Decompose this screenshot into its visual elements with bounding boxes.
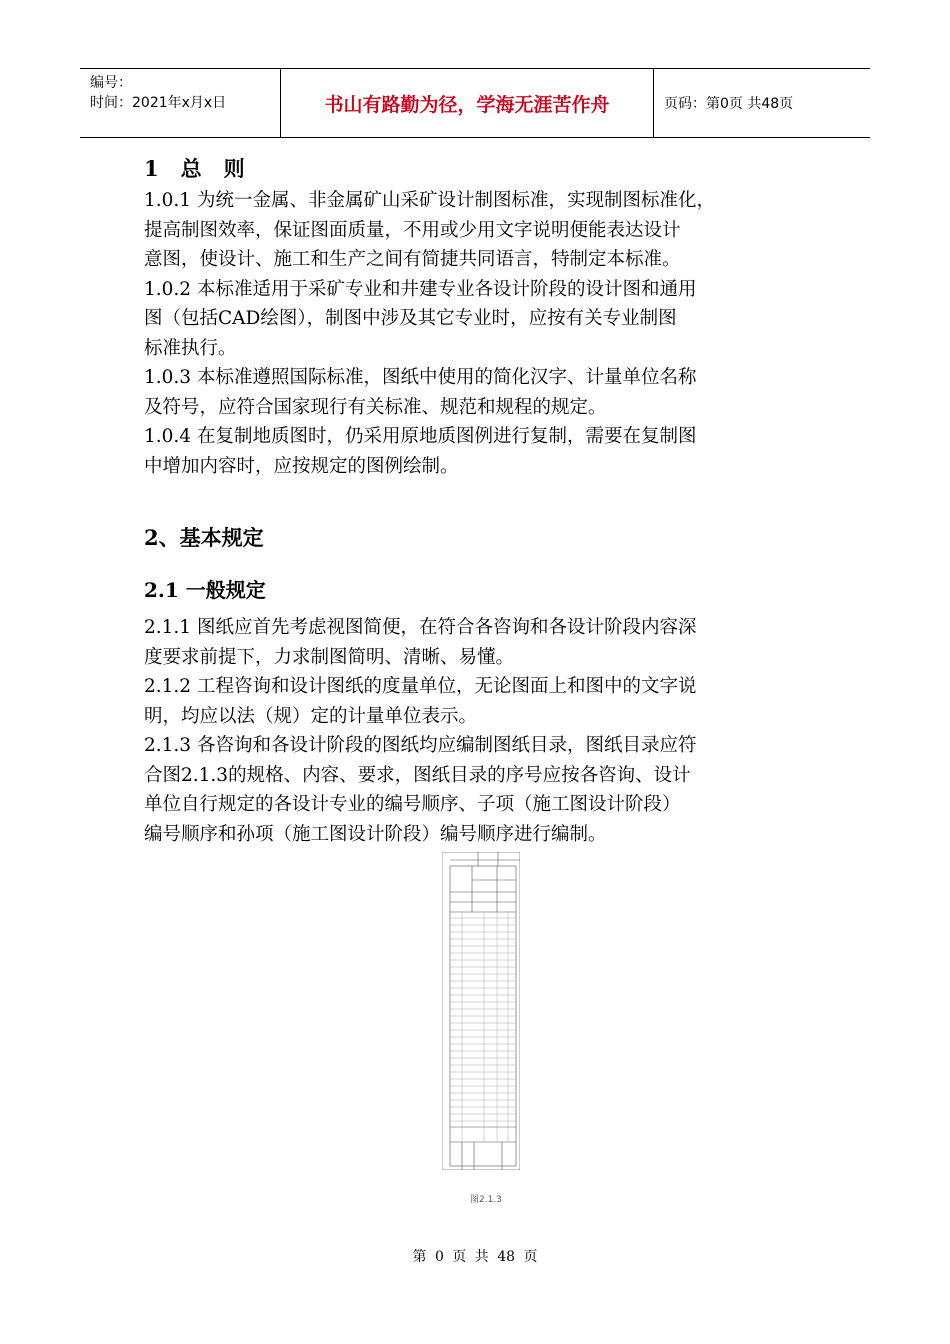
text-line: 2.1.1 图纸应首先考虑视图简便，在符合各咨询和各设计阶段内容深 (144, 617, 697, 638)
text-line: 1.0.1 为统一金属、非金属矿山采矿设计制图标准，实现制图标准化， (144, 190, 715, 211)
text-line: 2.1.2 工程咨询和设计图纸的度量单位，无论图面上和图中的文字说 (144, 676, 697, 697)
time-label: 时间：2021年x月x日 (90, 95, 227, 111)
text-line: 中增加内容时，应按规定的图例绘制。 (144, 455, 459, 477)
catalogue-form-figure (442, 852, 520, 1170)
section-1-text (144, 186, 810, 481)
text-line: 1.0.3 本标准遵照国际标准，图纸中使用的简化汉字、计量单位名称 (144, 367, 697, 388)
section-2-text (144, 613, 810, 849)
text-line: 标准执行。 (144, 337, 237, 359)
text-line: 度要求前提下，力求制图简明、清晰、易懂。 (144, 646, 515, 668)
header-page-info: 页码：第0页 共48页 (664, 96, 794, 112)
text-line: 明，均应以法（规）定的计量单位表示。 (144, 705, 478, 727)
text-line: 2.1.3 各咨询和各设计阶段的图纸均应编制图纸目录，图纸目录应符 (144, 735, 697, 756)
figure-caption: 图2.1.3 (470, 1195, 502, 1205)
text-line: 图（包括CAD绘图），制图中涉及其它专业时，应按有关专业制图 (144, 308, 677, 329)
section-2-heading: 2、基本规定 (144, 525, 264, 550)
subsection-2-1-heading: 2.1 一般规定 (144, 578, 266, 602)
header-meta (80, 69, 281, 137)
text-line: 意图，使设计、施工和生产之间有简捷共同语言，特制定本标准。 (144, 249, 681, 270)
text-line: 编号顺序和孙项（施工图设计阶段）编号顺序进行编制。 (144, 823, 607, 845)
text-line: 1.0.2 本标准适用于采矿专业和井建专业各设计阶段的设计图和通用 (144, 278, 697, 300)
text-line: 及符号，应符合国家现行有关标准、规范和规程的规定。 (144, 396, 607, 418)
page-header (80, 68, 870, 138)
number-label: 编号： (90, 75, 132, 91)
text-line: 提高制图效率，保证图面质量，不用或少用文字说明便能表达设计 (144, 219, 681, 241)
section-1-heading: 1 总 则 (144, 156, 245, 181)
text-line: 合图2.1.3的规格、内容、要求，图纸目录的序号应按各咨询、设计 (144, 764, 691, 786)
text-line: 1.0.4 在复制地质图时，仍采用原地质图例进行复制，需要在复制图 (144, 426, 697, 447)
text-line: 单位自行规定的各设计专业的编号顺序、子项（施工图设计阶段） (144, 794, 681, 815)
document-body (144, 152, 810, 849)
header-motto: 书山有路勤为径，学海无涯苦作舟 (281, 69, 654, 137)
page-footer: 第 0 页 共 48 页 (412, 1249, 538, 1265)
